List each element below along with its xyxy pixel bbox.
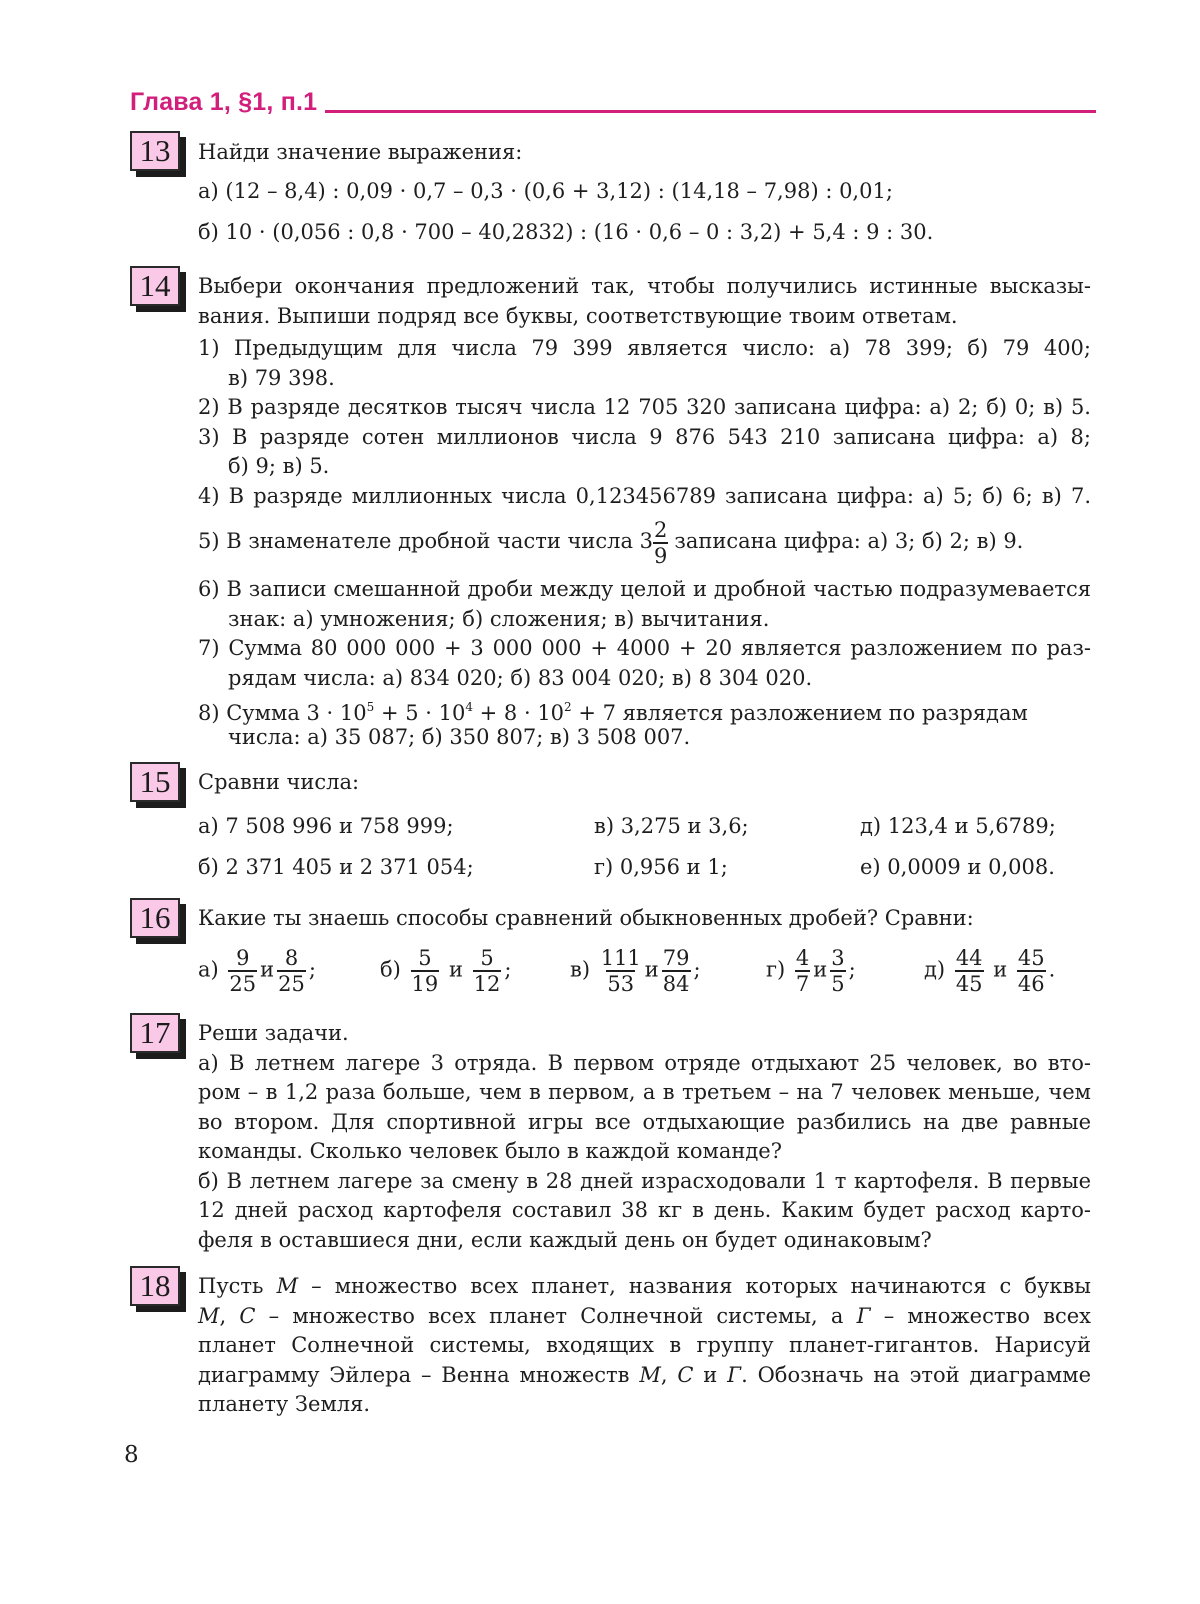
task-14-item-6: 6) В записи смешанной дроби между целой и дробной частью подразумевается (198, 577, 1091, 601)
task-14-item-8-cont: числа: а) 35 087; б) 350 807; в) 3 508 007. (228, 725, 691, 749)
task-14-item-3: 3) В разряде сотен миллионов числа 9 876 543 210 записана цифра: а) 8; (198, 425, 1091, 449)
task-17-line-4: команды. Сколько человек было в каждой команде? (198, 1139, 782, 1163)
task-number-18: 18 (130, 1266, 180, 1306)
task-14-item-5-text: 5) В знаменателе дробной части числа 3 (198, 529, 654, 553)
task-14-item-8: 8) Сумма $3 \cdot 10^5 + 5 \cdot 10^4 + 8 \cdot 10^2 + 7$ является разложением по разрядам (198, 700, 1028, 725)
task-14-item-5-options: записана цифра: а) 3; б) 2; в) 9. (674, 529, 1024, 553)
task-15-item-g: г) 0,956 и 1; (594, 855, 728, 879)
chapter-header (130, 86, 1096, 116)
task-13-b: б) 10 · (0,056 : 0,8 · 700 – 40,2832) : (16 · 0,6 – 0 : 3,2) + 5,4 : 9 : 30. (198, 220, 934, 244)
task-14-prompt-line1: Выбери окончания предложений так, чтобы получились истинные высказы- (198, 274, 1091, 298)
task-17-line-7: феля в оставшиеся дни, если каждый день он будет одинаковым? (198, 1228, 932, 1252)
task-18-line-2: M, C – множество всех планет Солнечной системы, а Г – множество всех (198, 1304, 1092, 1328)
task-17-line-5: б) В летнем лагере за смену в 28 дней израсходовали 1 т картофеля. В первые (198, 1169, 1091, 1193)
task-18-line-1: Пусть M – множество всех планет, названия которых начинаются с буквы (198, 1274, 1091, 1298)
fraction-pair-d: д) $\frac{44}{45}$ и $\frac{45}{46}$ . (924, 946, 1056, 996)
fraction-numerator: 2 (654, 517, 668, 542)
task-14-prompt-line2: вания. Выпиши подряд все буквы, соответствующие твоим ответам. (198, 304, 958, 328)
task-14-item-2: 2) В разряде десятков тысяч числа 12 705 320 записана цифра: а) 2; б) 0; в) 5. (198, 395, 1091, 419)
task-14-item-3-cont: б) 9; в) 5. (228, 454, 330, 478)
task-number-17: 17 (130, 1013, 180, 1053)
task-15-prompt: Сравни числа: (198, 770, 360, 794)
task-15-item-v: в) 3,275 и 3,6; (594, 814, 749, 838)
task-17-line-6: 12 дней расход картофеля составил 38 кг в день. Каким будет расход карто- (198, 1198, 1091, 1222)
task-14-item-7: 7) Сумма 80 000 000 + 3 000 000 + 4000 + 20 является разложением по раз- (198, 636, 1091, 660)
task-number-16: 16 (130, 898, 180, 938)
task-number-15: 15 (130, 762, 180, 802)
header-rule (325, 110, 1096, 113)
task-17-line-2: ром – в 1,2 раза больше, чем в первом, а в третьем – на 7 человек меньше, чем (198, 1080, 1091, 1104)
page-number: 8 (124, 1442, 139, 1468)
task-14-item-1-cont: в) 79 398. (228, 366, 335, 390)
fraction-pair-g: г) $\frac{4}{7}$ и $\frac{3}{5}$ ; (766, 946, 856, 996)
task-14-item-4: 4) В разряде миллионных числа 0,123456789 записана цифра: а) 5; б) 6; в) 7. (198, 484, 1091, 508)
task-13-a: а) (12 – 8,4) : 0,09 · 0,7 – 0,3 · (0,6 + 3,12) : (14,18 – 7,98) : 0,01; (198, 179, 893, 203)
task-14-item-7-cont: рядам числа: а) 834 020; б) 83 004 020; в) 8 304 020. (228, 666, 813, 690)
fraction-pair-v: в) $\frac{111}{53}$ и $\frac{79}{84}$ ; (570, 946, 701, 996)
task-14-item-1: 1) Предыдущим для числа 79 399 является число: а) 78 399; б) 79 400; (198, 336, 1091, 360)
task-15-item-b: б) 2 371 405 и 2 371 054; (198, 855, 474, 879)
task-14-item-5 (198, 516, 1023, 568)
chapter-title: Глава 1, §1, п.1 (130, 88, 318, 116)
task-15-item-a: а) 7 508 996 и 758 999; (198, 814, 454, 838)
fraction-pair-b: б) $\frac{5}{19}$ и $\frac{5}{12}$ ; (380, 946, 512, 996)
task-number-14: 14 (130, 266, 180, 306)
fraction-denominator: 9 (654, 543, 668, 568)
task-18-line-5: планету Земля. (198, 1392, 371, 1416)
task-18-line-3: планет Солнечной системы, входящих в группу планет-гигантов. Нарисуй (198, 1333, 1091, 1357)
task-17-prompt: Реши задачи. (198, 1021, 349, 1045)
fraction-pair-a: а) $\frac{9}{25}$ и $\frac{8}{25}$ ; (198, 946, 316, 996)
task-number-13: 13 (130, 131, 180, 171)
task-14-item-6-cont: знак: а) умножения; б) сложения; в) вычитания. (228, 607, 770, 631)
task-18-line-4: диаграмму Эйлера – Венна множеств M, C и Г. Обозначь на этой диаграмме (198, 1363, 1091, 1387)
task-15-item-d: д) 123,4 и 5,6789; (860, 814, 1056, 838)
task-17-line-3: во втором. Для спортивной игры все отдыхающие разбились на две равные (198, 1110, 1091, 1134)
task-13-prompt: Найди значение выражения: (198, 140, 523, 164)
task-15-item-e: е) 0,0009 и 0,008. (860, 855, 1055, 879)
task-16-prompt: Какие ты знаешь способы сравнений обыкновенных дробей? Сравни: (198, 906, 974, 930)
task-17-line-1: а) В летнем лагере 3 отряда. В первом отряде отдыхают 25 человек, во вто- (198, 1051, 1091, 1075)
